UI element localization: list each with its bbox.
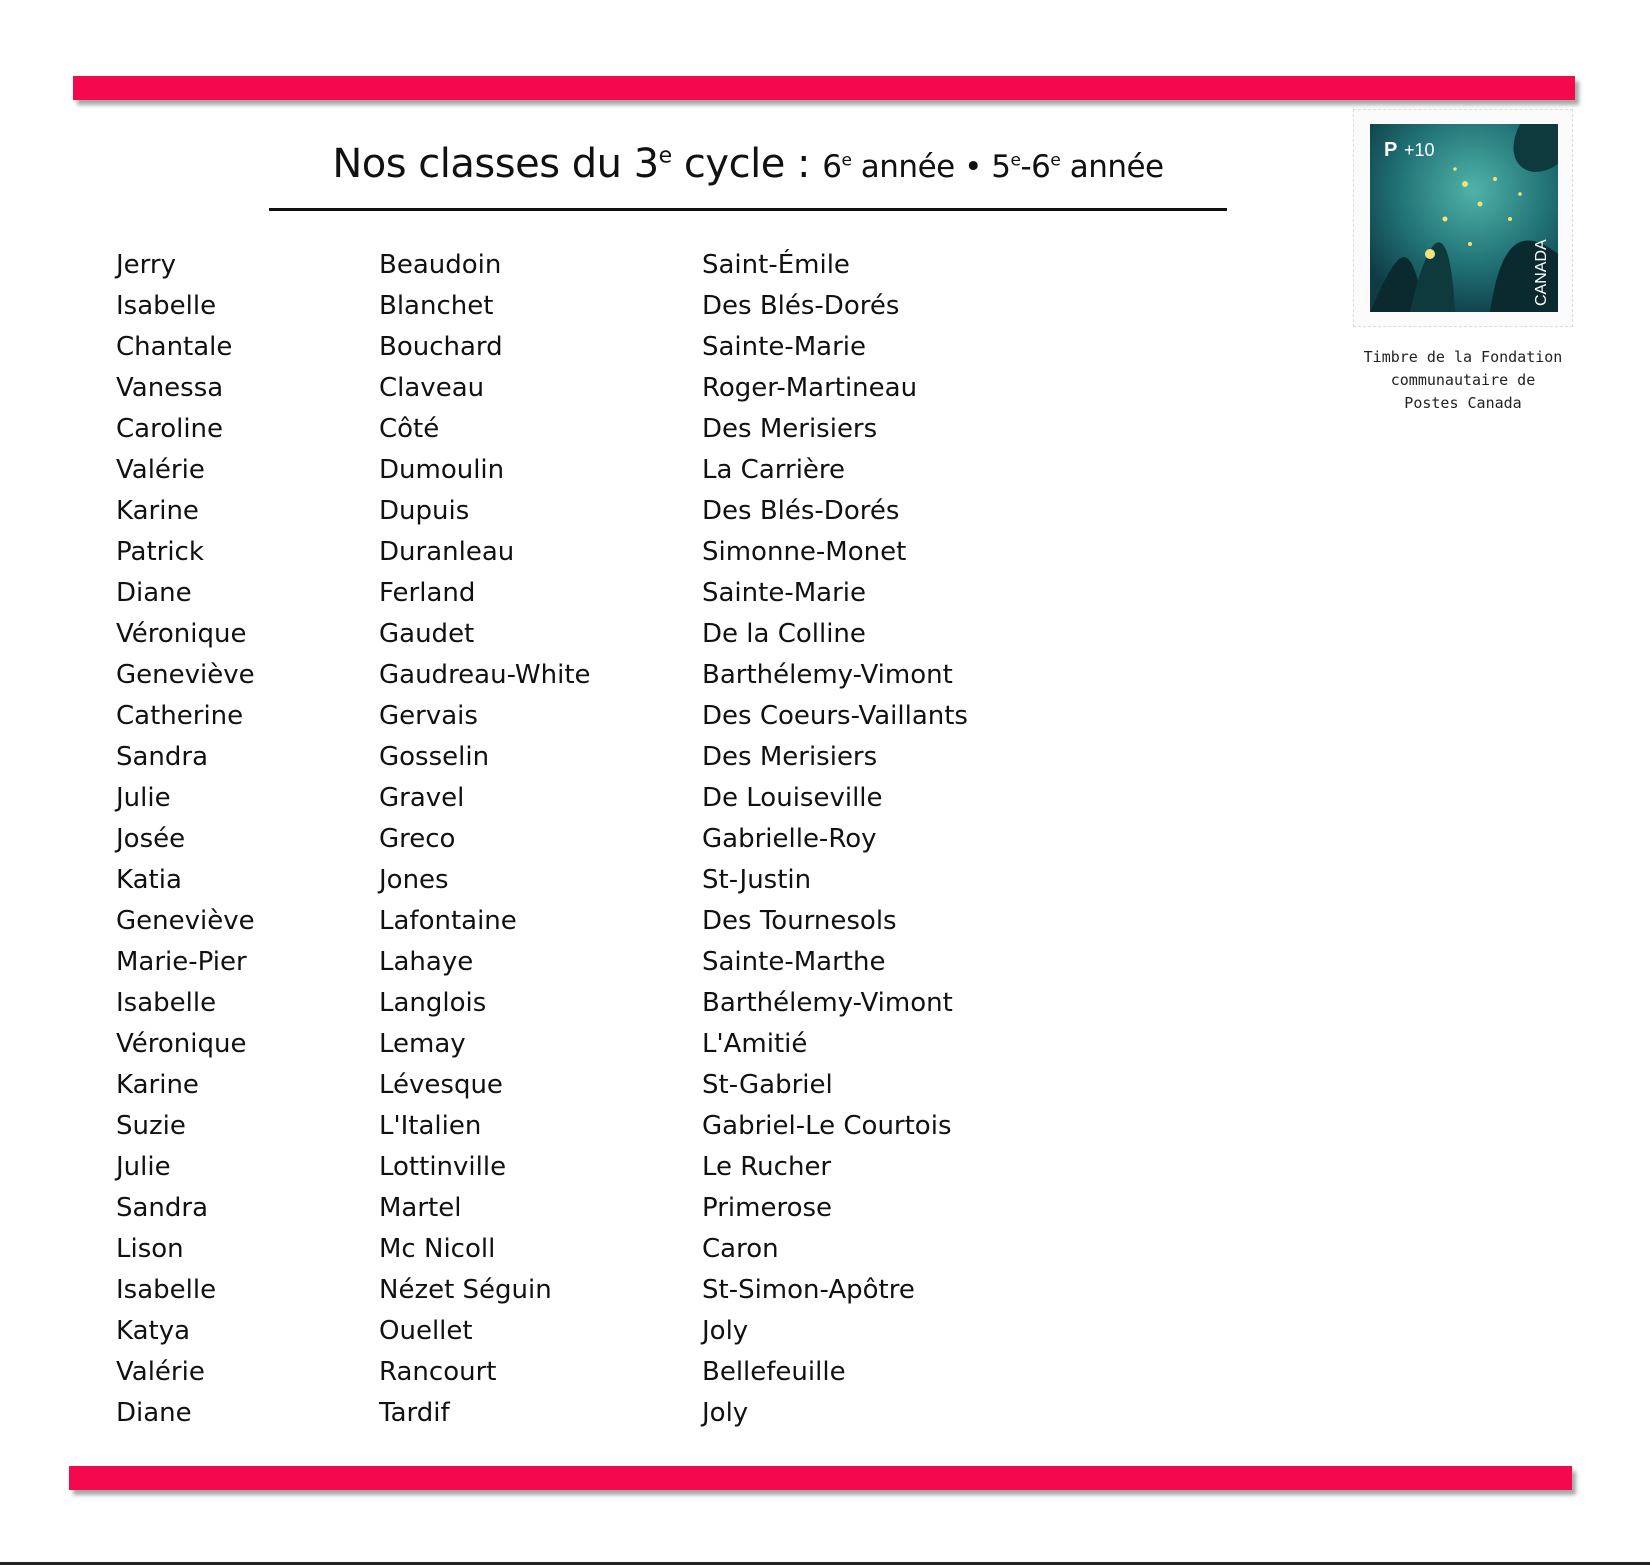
top-accent-bar [73,76,1575,100]
school-name-cell: Gabrielle-Roy [702,824,877,854]
last-name-cell: Rancourt [379,1357,497,1387]
first-name-cell: Lison [116,1234,184,1264]
first-name-cell: Véronique [116,619,247,649]
last-name-cell: Dupuis [379,496,470,526]
last-name-cell: Gaudreau-White [379,660,591,690]
school-column [702,245,968,1434]
title-main-sup: e [658,143,672,169]
last-name-cell: Lottinville [379,1152,507,1182]
first-name-cell: Sandra [116,742,209,772]
first-name-cell: Josée [116,824,186,854]
school-name-cell: Barthélemy-Vimont [702,660,953,690]
first-name-cell: Katia [116,865,182,895]
school-name-cell: Des Blés-Dorés [702,496,900,526]
title-sub-sup1: e [841,150,852,171]
first-name-cell: Valérie [116,455,205,485]
last-name-cell: Lemay [379,1029,466,1059]
bottom-accent-bar [69,1466,1572,1490]
school-name-cell: La Carrière [702,455,846,485]
last-name-cell: Jones [379,865,449,895]
school-name-cell: Simonne-Monet [702,537,907,567]
stamp-p-logo: P [1384,139,1398,161]
school-name-cell: Des Tournesols [702,906,897,936]
last-name-cell: Tardif [379,1398,450,1428]
first-name-cell: Karine [116,1070,199,1100]
last-name-cell: L'Italien [379,1111,482,1141]
last-name-cell: Lahaye [379,947,474,977]
stamp-country-label: CANADA [1533,239,1550,306]
last-name-cell: Mc Nicoll [379,1234,496,1264]
last-name-cell: Gosselin [379,742,490,772]
first-name-cell: Caroline [116,414,224,444]
first-name-cell: Geneviève [116,660,255,690]
school-name-cell: Caron [702,1234,779,1264]
last-name-column [379,245,591,1434]
first-name-cell: Karine [116,496,199,526]
first-name-cell: Suzie [116,1111,186,1141]
school-name-cell: Le Rucher [702,1152,832,1182]
school-name-cell: Sainte-Marie [702,332,866,362]
last-name-cell: Claveau [379,373,485,403]
first-name-cell: Isabelle [116,988,217,1018]
school-name-cell: St-Simon-Apôtre [702,1275,915,1305]
first-name-cell: Véronique [116,1029,247,1059]
title-sub-part2: année • 5 [851,149,1011,185]
school-name-cell: Saint-Émile [702,250,850,280]
title-sub-part4: année [1060,149,1164,185]
first-name-cell: Catherine [116,701,244,731]
last-name-cell: Lafontaine [379,906,517,936]
first-name-cell: Geneviève [116,906,255,936]
last-name-cell: Ferland [379,578,476,608]
last-name-cell: Duranleau [379,537,515,567]
first-name-cell: Marie-Pier [116,947,247,977]
page-title [269,132,1227,199]
school-name-cell: Bellefeuille [702,1357,846,1387]
last-name-cell: Ouellet [379,1316,473,1346]
first-name-cell: Julie [116,783,171,813]
stamp-caption-line3: Postes Canada [1404,394,1522,412]
first-name-cell: Isabelle [116,1275,217,1305]
school-name-cell: St-Gabriel [702,1070,833,1100]
title-underline [269,208,1227,211]
first-name-column [116,245,255,1434]
stamp-leaf-shape [1514,124,1558,172]
first-name-cell: Isabelle [116,291,217,321]
first-name-cell: Patrick [116,537,204,567]
school-name-cell: L'Amitié [702,1029,808,1059]
last-name-cell: Langlois [379,988,487,1018]
last-name-cell: Gervais [379,701,478,731]
school-name-cell: Sainte-Marie [702,578,866,608]
first-name-cell: Vanessa [116,373,224,403]
first-name-cell: Jerry [116,250,176,280]
school-name-cell: St-Justin [702,865,812,895]
last-name-cell: Gaudet [379,619,475,649]
first-name-cell: Diane [116,578,192,608]
title-main-suffix: cycle : [671,141,823,187]
stamp-value-label: +10 [1404,140,1435,160]
stamp-caption-line1: Timbre de la Fondation [1363,348,1563,366]
first-name-cell: Diane [116,1398,192,1428]
title-main [332,141,822,187]
school-name-cell: Sainte-Marthe [702,947,886,977]
first-name-cell: Chantale [116,332,233,362]
title-sub-sup2: e [1010,150,1021,171]
last-name-cell: Blanchet [379,291,494,321]
school-name-cell: Joly [702,1316,749,1346]
last-name-cell: Nézet Séguin [379,1275,552,1305]
last-name-cell: Beaudoin [379,250,502,280]
school-name-cell: Barthélemy-Vimont [702,988,953,1018]
school-name-cell: De Louiseville [702,783,883,813]
stamp-illustration [1370,124,1558,312]
school-name-cell: Des Merisiers [702,742,878,772]
title-main-prefix: Nos classes du 3 [332,141,659,187]
first-name-cell: Valérie [116,1357,205,1387]
title-sub-part1: 6 [822,149,842,185]
title-subtitle [822,149,1163,185]
school-name-cell: Gabriel-Le Courtois [702,1111,952,1141]
stamp-caption [1338,346,1588,415]
last-name-cell: Dumoulin [379,455,505,485]
last-name-cell: Martel [379,1193,462,1223]
school-name-cell: Joly [702,1398,749,1428]
last-name-cell: Greco [379,824,456,854]
last-name-cell: Lévesque [379,1070,503,1100]
last-name-cell: Côté [379,414,440,444]
first-name-cell: Katya [116,1316,191,1346]
school-name-cell: Des Coeurs-Vaillants [702,701,968,731]
last-name-cell: Gravel [379,783,465,813]
school-name-cell: Des Merisiers [702,414,878,444]
title-sub-sup3: e [1050,150,1061,171]
postage-stamp [1353,109,1573,327]
first-name-cell: Sandra [116,1193,209,1223]
title-sub-part3: -6 [1020,149,1051,185]
stamp-caption-line2: communautaire de [1390,371,1536,389]
last-name-cell: Bouchard [379,332,503,362]
school-name-cell: Des Blés-Dorés [702,291,900,321]
school-name-cell: De la Colline [702,619,866,649]
school-name-cell: Primerose [702,1193,833,1223]
school-name-cell: Roger-Martineau [702,373,918,403]
first-name-cell: Julie [116,1152,171,1182]
